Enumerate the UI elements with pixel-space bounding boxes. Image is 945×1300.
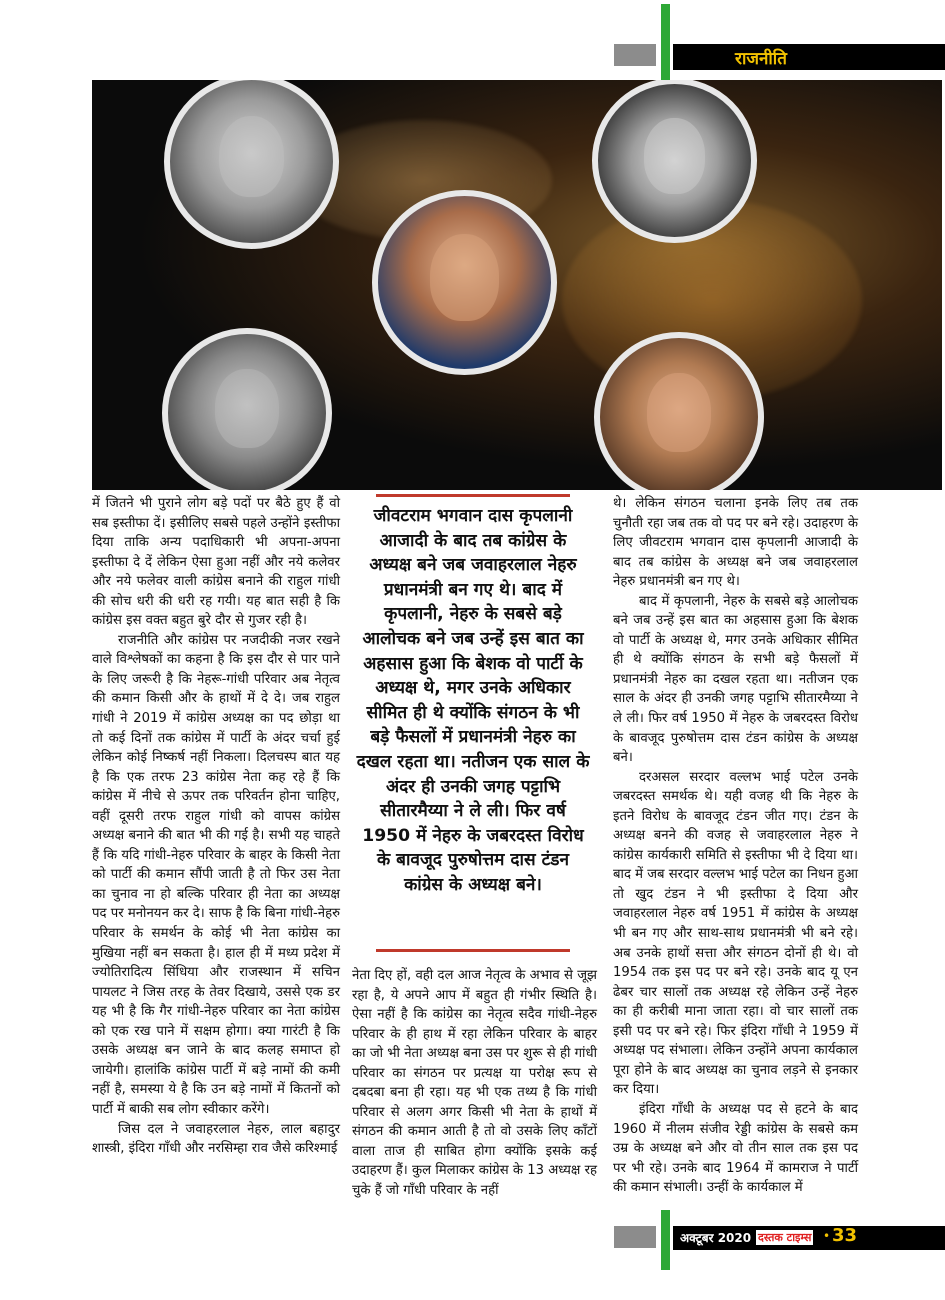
header-green-bar — [661, 4, 670, 88]
portrait-center — [372, 190, 557, 375]
footer-green-bar — [661, 1210, 670, 1270]
paragraph: बाद में कृपलानी, नेहरु के सबसे बड़े आलोचक बने जब उन्हें इस बात का अहसास हुआ कि बेशक वो पार्टी के अध्यक्ष थे, मगर उनके अधिकार सीमित ही थे क्योंकि संगठन के सभी बड़े फैसलों में प्रधानमंत्री नेहरु का दखल रहता था। नतीजन एक साल के अंदर ही उनकी जगह पट्टाभि सीतारमैय्या ने ले ली। फिर वर्ष 1950 में नेहरु के जबरदस्त विरोध के बावजूद पुरुषोत्तम दास टंडन कांग्रेस के अध्यक्ष बने। — [613, 593, 858, 766]
pull-quote-text: जीवटराम भगवान दास कृपलानी आजादी के बाद तब कांग्रेस के अध्यक्ष बने जब जवाहरलाल नेहरु प्रधानमंत्री बन गए थे। बाद में कृपलानी, नेहरु के सबसे बड़े आलोचक बने जब उन्हें इस बात का अहसास हुआ कि बेशक वो पार्टी के अध्यक्ष थे, मगर उनके अधिकार सीमित ही थे क्योंकि संगठन के भी बड़े फैसलों में प्रधानमंत्री नेहरु का दखल रहता था। नतीजन एक साल के अंदर ही उनकी जगह पट्टाभि सीतारमैय्या ने ले ली। फिर वर्ष 1950 में नेहरु के जबरदस्त विरोध के बावजूद पुरुषोत्तम दास टंडन कांग्रेस के अध्यक्ष बने। — [356, 506, 590, 895]
pull-quote-rule-top — [376, 494, 570, 497]
article-column-middle — [352, 966, 597, 1201]
footer-separator: • — [823, 1229, 831, 1243]
paragraph: इंदिरा गाँधी के अध्यक्ष पद से हटने के बाद 1960 में नीलम संजीव रेड्डी कांग्रेस के सबसे कम उम्र के अध्यक्ष बने और वो तीन साल तक इस पद पर भी रहे। उनके बाद 1964 में कामराज ने पार्टी की कमान संभाली। उन्हीं के कार्यकाल में — [613, 1101, 858, 1196]
paragraph: थे। लेकिन संगठन चलाना इनके लिए तब तक चुनौती रहा जब तक वो पद पर बने रहे। उदाहरण के लिए जीवटराम भगवान दास कृपलानी आजादी के बाद तब कांग्रेस के अध्यक्ष बने जब जवाहरलाल नेहरु प्रधानमंत्री बन गए थे। — [613, 496, 858, 590]
paragraph: राजनीति और कांग्रेस पर नजदीकी नजर रखने वाले विश्लेषकों का कहना है कि इस दौर से पार पाने के लिए जरूरी है कि नेहरू-गांधी परिवार अब नेतृत्व की कमान किसी और के हाथों में दे दे। जब राहुल गांधी ने 2019 में कांग्रेस अध्यक्ष का पद छोड़ा था तो कई दिनों तक कांग्रेस में पार्टी के अंदर चर्चा हुई लेकिन कोई निष्कर्ष नहीं निकला। दिलचस्प बात यह है कि एक तरफ 23 कांग्रेस नेता कह रहे हैं कि कांग्रेस में नीचे से ऊपर तक परिवर्तन होना चाहिए, वहीं दूसरी तरफ राहुल गांधी को वापस कांग्रेस अध्यक्ष बनाने की बात भी की गई है। सभी यह चाहते हैं कि यदि गांधी-नेहरु परिवार के बाहर के किसी नेता को पार्टी की कमान सौंपी जाती है तो फिर उस नेता का चुनाव ना हो बल्कि परिवार ही नेता का अध्यक्ष पद पर मनोनयन कर दे। साफ है कि बिना गांधी-नेहरु परिवार के समर्थन के कोई भी नेता कांग्रेस का मुखिया नहीं बन सकता है। हाल ही में मध्य प्रदेश में ज्योतिरादित्य सिंधिया और राजस्थान में सचिन पायलट ने जिस तरह के तेवर दिखाये, उससे एक डर यह भी है कि गैर गांधी-नेहरु परिवार का नेता कांग्रेस को एक रख पाने में सक्षम होगा। क्या गारंटी है कि उसके अध्यक्ष बन जाने के बाद कलह समाप्त हो जायेगी। हालांकि कांग्रेस पार्टी में बड़े नामों की कमी नहीं है, समस्या ये है कि उन बड़े नामों में कितनों को पार्टी में बाकी सब लोग स्वीकार करेंगे। — [92, 632, 340, 1117]
magazine-logo: दस्तक टाइम्स — [758, 1231, 812, 1244]
face-shape — [647, 373, 710, 452]
paragraph: नेता दिए हों, वही दल आज नेतृत्व के अभाव से जूझ रहा है, ये अपने आप में बहुत ही गंभीर स्थिति है। ऐसा नहीं है कि कांग्रेस का नेतृत्व सदैव गांधी-नेहरु परिवार के ही हाथ में रहा लेकिन परिवार के बाहर का जो भी नेता अध्यक्ष बना उस पर शुरू से ही गांधी परिवार का संगठन पर प्रत्यक्ष या परोक्ष रूप से दबदबा बना ही रहा। यह भी एक तथ्य है कि गांधी परिवार से अलग अगर किसी भी नेता के हाथों में संगठन की कमान आती है तो वो उसके लिए काँटों वाला ताज ही साबित होगा क्योंकि इसके कई उदाहरण हैं। कुल मिलाकर कांग्रेस के 13 अध्यक्ष रह चुके हैं जो गाँधी परिवार के नहीं — [352, 968, 597, 1199]
pull-quote — [352, 490, 594, 966]
portrait-top-right — [592, 80, 757, 243]
pull-quote-rule-bottom — [376, 949, 570, 952]
header-section-bar — [673, 44, 945, 70]
face-shape — [219, 116, 284, 198]
portrait-bottom-right — [594, 332, 764, 490]
footer-gray-block — [614, 1226, 656, 1248]
paragraph: जिस दल ने जवाहरलाल नेहरु, लाल बहादुर शास्त्री, इंदिरा गाँधी और नरसिम्हा राव जैसे करिश्माई — [92, 1121, 340, 1157]
paragraph: दरअसल सरदार वल्लभ भाई पटेल उनके जबरदस्त समर्थक थे। यही वजह थी कि नेहरु के इतने विरोध के बावजूद टंडन जीत गए। टंडन के अध्यक्ष बनने की वजह से जवाहरलाल नेहरु ने कांग्रेस कार्यकारी समिति से इस्तीफा भी दे दिया था। बाद में जब सरदार वल्लभ भाई पटेल का निधन हुआ तो खुद टंडन ने भी इस्तीफा दे दिया और जवाहरलाल नेहरु वर्ष 1951 में कांग्रेस के अध्यक्ष भी बन गए और साथ-साथ प्रधानमंत्री भी बने रहे। अब उनके हाथों सत्ता और संगठन दोनों ही थे। वो 1954 तक इस पद पर बने रहे। उनके बाद यू एन ढेबर चार सालों तक अध्यक्ष रहे लेकिन उन्हें नेहरु का ही करीबी माना जाता रहा। वो चार सालों तक इसी पद पर बने रहे। फिर इंदिरा गाँधी ने 1959 में अध्यक्ष पद संभाला। लेकिन उन्होंने अपना कार्यकाल पूरा होने के बाद अध्यक्ष का चुनाव लड़ने से इनकार कर दिया। — [613, 769, 858, 1098]
section-title: राजनीति — [735, 49, 787, 69]
portrait-top-left — [164, 80, 339, 249]
portrait-bottom-left — [162, 328, 332, 490]
page-number: 33 — [832, 1225, 858, 1246]
article-column-right — [613, 494, 858, 1198]
issue-date: अक्टूबर 2020 — [680, 1231, 752, 1245]
hero-image — [92, 80, 942, 490]
face-shape — [644, 118, 705, 195]
face-shape — [215, 369, 278, 448]
face-shape — [430, 234, 499, 321]
paragraph: में जितने भी पुराने लोग बड़े पदों पर बैठे हुए हैं वो सब इस्तीफा दें। इसीलिए सबसे पहले उन्होंने इस्तीफा दिया ताकि अन्य पदाधिकारी भी अपना-अपना इस्तीफा दे दें लेकिन ऐसा हुआ नहीं और नये कलेवर और नये फलेवर वाली कांग्रेस बनाने की राहुल गांधी की सोच धरी की धरी रह गयी। यह बात सही है कि कांग्रेस इस वक्त बहुत बुरे दौर से गुजर रही है। — [92, 496, 340, 629]
header-gray-block — [614, 44, 656, 66]
article-column-left — [92, 494, 340, 1159]
